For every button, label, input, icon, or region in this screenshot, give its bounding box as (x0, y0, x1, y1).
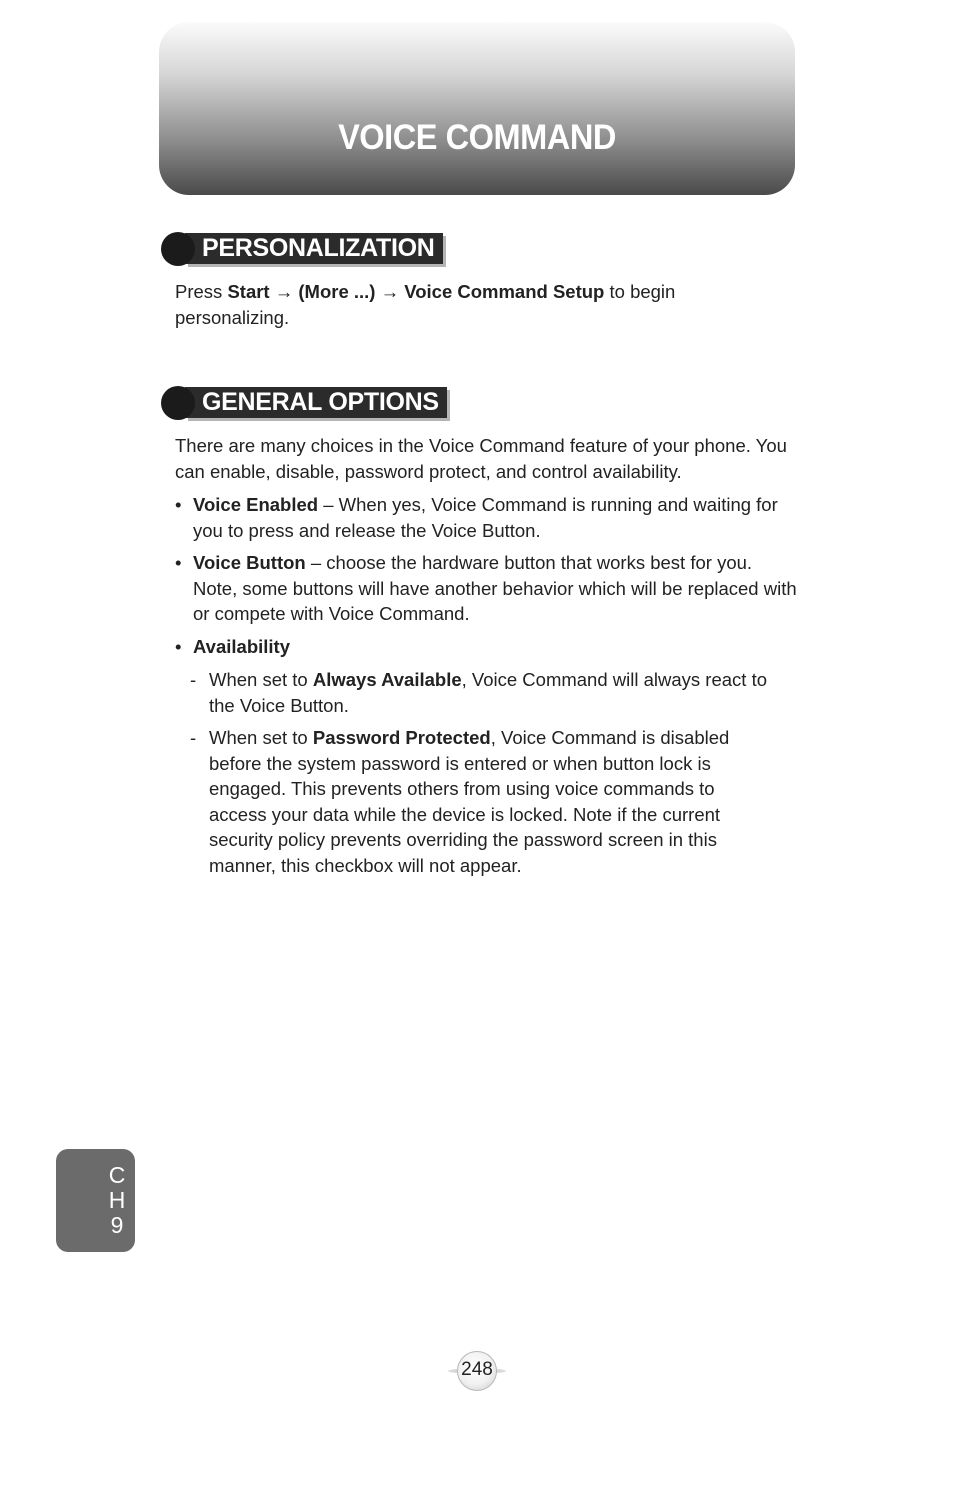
page-title: VOICE COMMAND (338, 118, 616, 157)
chapter-tab-letter-h: H (108, 1187, 126, 1213)
header-banner (159, 22, 795, 195)
bullet-icon: • (175, 552, 182, 573)
sub-item-label: Password Protected (312, 727, 491, 748)
bullet-icon: • (175, 494, 182, 515)
option-label: Availability (193, 636, 290, 657)
instruction-suffix: to begin personalizing. (175, 281, 676, 328)
sub-item-description: , Voice Command is disabled before the system password is entered or when button lock is engaged. This prevents others from using voice commands to access your data while the device is locked. Note if the current security policy prevents overriding the password screen in this manner, this checkbox will not appear. (209, 727, 730, 876)
sub-item-label: Always Available (312, 669, 462, 690)
menu-path-start: Start (227, 281, 270, 302)
menu-path-more: (More ...) (298, 281, 376, 302)
chapter-tab-number: 9 (110, 1212, 124, 1238)
list-item-voice-button (175, 550, 800, 627)
sub-item-always-available (190, 667, 780, 718)
chapter-tab (56, 1149, 135, 1252)
sub-item-description: , Voice Command will always react to the Voice Button. (209, 669, 767, 716)
option-label: Voice Enabled (193, 494, 319, 515)
list-item-availability (175, 634, 805, 660)
section-heading-label: PERSONALIZATION (185, 233, 443, 264)
bullet-circle-icon (161, 232, 195, 266)
arrow-icon: → (380, 281, 400, 302)
general-options-intro: There are many choices in the Voice Command feature of your phone. You can enable, disable, password protect, and control availability. (175, 435, 787, 482)
bullet-circle-icon (161, 386, 195, 420)
bullet-icon: • (175, 636, 182, 657)
dash-icon: - (190, 727, 197, 748)
option-label: Voice Button (193, 552, 306, 573)
option-description: – When yes, Voice Command is running and waiting for you to press and release the Voice Button. (193, 494, 778, 541)
dash-icon: - (190, 669, 197, 690)
arrow-icon: → (274, 281, 294, 302)
personalization-instructions (175, 279, 735, 330)
sub-item-prefix: When set to (209, 727, 313, 748)
section-heading-label: GENERAL OPTIONS (185, 387, 447, 418)
instruction-prefix: Press (175, 281, 228, 302)
sub-item-password-protected (190, 725, 768, 878)
page-number-badge (448, 1351, 506, 1391)
list-item-voice-enabled (175, 492, 790, 543)
page-number: 248 (461, 1359, 493, 1380)
chapter-tab-letter-c: C (108, 1162, 126, 1188)
sub-item-prefix: When set to (209, 669, 313, 690)
option-description: – choose the hardware button that works best for you. Note, some buttons will have another behavior which will be replaced with or compete with Voice Command. (193, 552, 797, 624)
menu-path-voice-command-setup: Voice Command Setup (404, 281, 605, 302)
